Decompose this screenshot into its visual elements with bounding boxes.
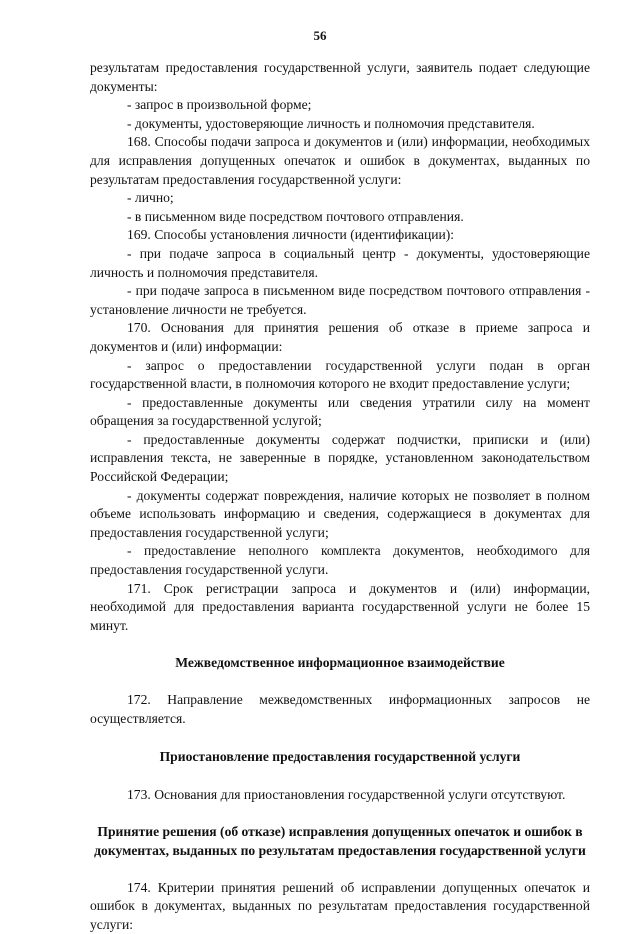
paragraph: - лично; [127,190,174,206]
paragraph: 168. Способы подачи запроса и документов и (или) информации, необходимых для исправления допущенных опечаток и ошибок в документах, выданных по результатам предоставления государственной услуги: [90,134,590,187]
paragraph: - при подаче запроса в письменном виде посредством почтового отправления - установление личности не требуется. [90,283,590,317]
paragraph-172: 172. Направление межведомственных информационных запросов не осуществляется. [90,692,590,726]
paragraph: 169. Способы установления личности (идентификации): [127,227,455,243]
paragraph: - документы содержат повреждения, наличие которых не позволяет в полном объеме использовать информацию и сведения, содержащиеся в документах для предоставления государственной услуги; [90,487,590,540]
section-heading-suspension: Приостановление предоставления государственной услуги [159,749,521,765]
paragraph: - предоставленные документы или сведения утратили силу на момент обращения за государственной услугой; [90,394,590,429]
paragraph-174: 174. Критерии принятия решений об исправлении допущенных опечаток и ошибок в документах, выданных по результатам предоставления государственной услуги: [90,879,590,932]
paragraph: - при подаче запроса в социальный центр - документы, удостоверяющие личность и полномочия представителя. [90,245,590,280]
paragraph: - запрос о предоставлении государственной услуги подан в орган государственной власти, в полномочия которого не входит предоставление услуги; [90,357,590,392]
paragraph: - в письменном виде посредством почтового отправления. [127,208,464,224]
paragraph-173: 173. Основания для приостановления государственной услуги отсутствуют. [127,786,566,802]
document-body [90,59,590,934]
paragraph: результатам предоставления государственной услуги, заявитель подает следующие документы: [90,60,590,94]
section-heading-decision: Принятие решения (об отказе) исправления допущенных опечаток и ошибок в документах, выданных по результатам предоставления государственной услуги [94,824,586,858]
paragraph: 170. Основания для принятия решения об отказе в приеме запроса и документов и (или) информации: [90,320,590,354]
paragraph: - предоставленные документы содержат подчистки, приписки и (или) исправления текста, не заверенные в порядке, установленном законодательством Российской Федерации; [90,431,590,485]
paragraph: - запрос в произвольной форме; [127,97,312,113]
page-number: 56 [313,28,327,43]
paragraph: 171. Срок регистрации запроса и документов и (или) информации, необходимой для предоставления варианта государственной услуги не более 15 минут. [90,580,590,633]
section-heading-interagency: Межведомственное информационное взаимодействие [175,655,505,671]
paragraph-group [90,59,590,635]
paragraph: - документы, удостоверяющие личность и полномочия представителя. [127,115,535,131]
paragraph: - предоставление неполного комплекта документов, необходимого для предоставления государственной услуги. [90,543,590,578]
